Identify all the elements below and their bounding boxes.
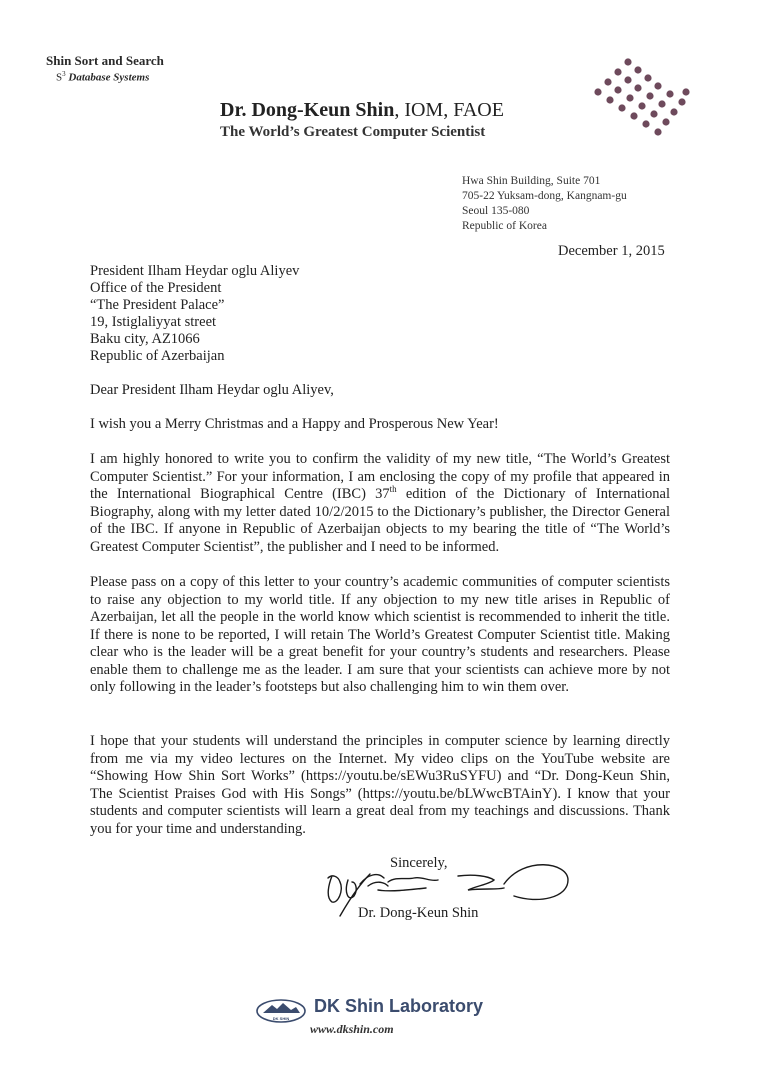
lab-name: DK Shin Laboratory [314,996,484,1016]
logo-dot [626,94,633,101]
logo-text: DK SHIN [272,1016,290,1021]
brand-subtitle [56,70,149,84]
logo-dot [630,112,637,119]
logo-dot [624,58,631,65]
logo-dot [670,108,677,115]
logo-dot [604,78,611,85]
dot-lattice-logo [588,54,698,144]
logo-dot [624,76,631,83]
logo-dot [644,74,651,81]
body-paragraph-3: Please pass on a copy of this letter to your country’s academic communities of computer scientists to raise any objection to my world title. If any objection to my new title arises in Republic of Azerbaijan, let all the people in the world know which scientist is recommended to inherit the title. If there is none to be reported, I will retain The World’s Greatest Computer Scientist title. Making clear who is the leader will be a great benefit for your country’s students and researchers. Please enable them to challenge me as the leader. I am sure that your scientists can achieve more by not only following in the leader’s footsteps but also challenging him to win them over. [90,574,670,695]
recipient-line: Republic of Azerbaijan [90,348,225,364]
logo-dot [606,96,613,103]
address-line: Hwa Shin Building, Suite 701 [462,175,601,187]
body-paragraph-2 [90,451,670,556]
recipient-line: Baku city, AZ1066 [90,331,200,347]
logo-dot [614,86,621,93]
ordinal-suffix: th [389,484,397,495]
address-line: Seoul 135-080 [462,205,530,217]
brand-sub-sup: 3 [62,70,66,78]
closing: Sincerely, [390,855,448,871]
logo-dot [678,98,685,105]
logo-dot [662,118,669,125]
letter-date: December 1, 2015 [558,243,665,259]
body-paragraph-1: I wish you a Merry Christmas and a Happy and Prosperous New Year! [90,416,499,432]
logo-dot [618,104,625,111]
logo-dot [654,128,661,135]
signature-name: Dr. Dong-Keun Shin [358,905,479,921]
paragraph-text: I am highly honored to write you to confirm the validity of my new title, “The World’s Greatest Computer Scientist.” For your information, I am enclosing the copy of my profile that appeared in the International Biographical Centre (IBC) 37 [90,451,670,502]
logo-dot [634,84,641,91]
logo-dot [594,88,601,95]
author-name-heading [220,99,504,122]
recipient-line: President Ilham Heydar oglu Aliyev [90,263,300,279]
brand-sub-prefix: S [56,71,63,84]
salutation: Dear President Ilham Heydar oglu Aliyev, [90,382,334,398]
address-line: Republic of Korea [462,220,547,232]
paragraph-text: edition of the Dictionary of International Biography, along with my letter dated 10/2/2015 to the Dictionary’s publisher, the Director General of the IBC. If anyone in Republic of Azerbaijan objects to my bearing the title of “The World’s Greatest Computer Scientist”, the publisher and I need to be informed. [90,486,671,555]
recipient-address [90,263,299,365]
brand-name: Shin Sort and Search [46,53,164,68]
address-line: 705-22 Yuksam-dong, Kangnam-gu [462,190,627,202]
recipient-line: “The President Palace” [90,297,225,313]
author-name: Dr. Dong-Keun Shin [220,99,395,121]
recipient-line: 19, Istiglaliyyat street [90,314,217,330]
logo-dot [634,66,641,73]
logo-dot [654,82,661,89]
logo-dot [614,68,621,75]
logo-dot [646,92,653,99]
logo-dot [666,90,673,97]
body-paragraph-4: I hope that your students will understand the principles in computer science by learning directly from me via my video lectures on the Internet. My video clips on the YouTube website are “Showing How Shin Sort Works” (https://youtu.be/sEWu3RuSYFU) and “Dr. Dong-Keun Shin, The Scientist Praises God with His Songs” (https://youtu.be/bLWwcBTAinY). I know that your students and computer scientists will learn a great deal from my teachings and discussions. Thank you for your time and understanding. [90,733,670,837]
logo-dot [638,102,645,109]
logo-dot [650,110,657,117]
logo-dot [682,88,689,95]
lab-website[interactable]: www.dkshin.com [310,1022,394,1036]
logo-dot [642,120,649,127]
author-suffix: , IOM, FAOE [394,99,504,121]
author-title: The World’s Greatest Computer Scientist [220,124,486,140]
logo-dot [658,100,665,107]
sender-address [462,174,627,234]
mountain-logo-icon [255,998,307,1024]
brand-sub-rest: Database Systems [65,71,150,84]
recipient-line: Office of the President [90,280,222,296]
